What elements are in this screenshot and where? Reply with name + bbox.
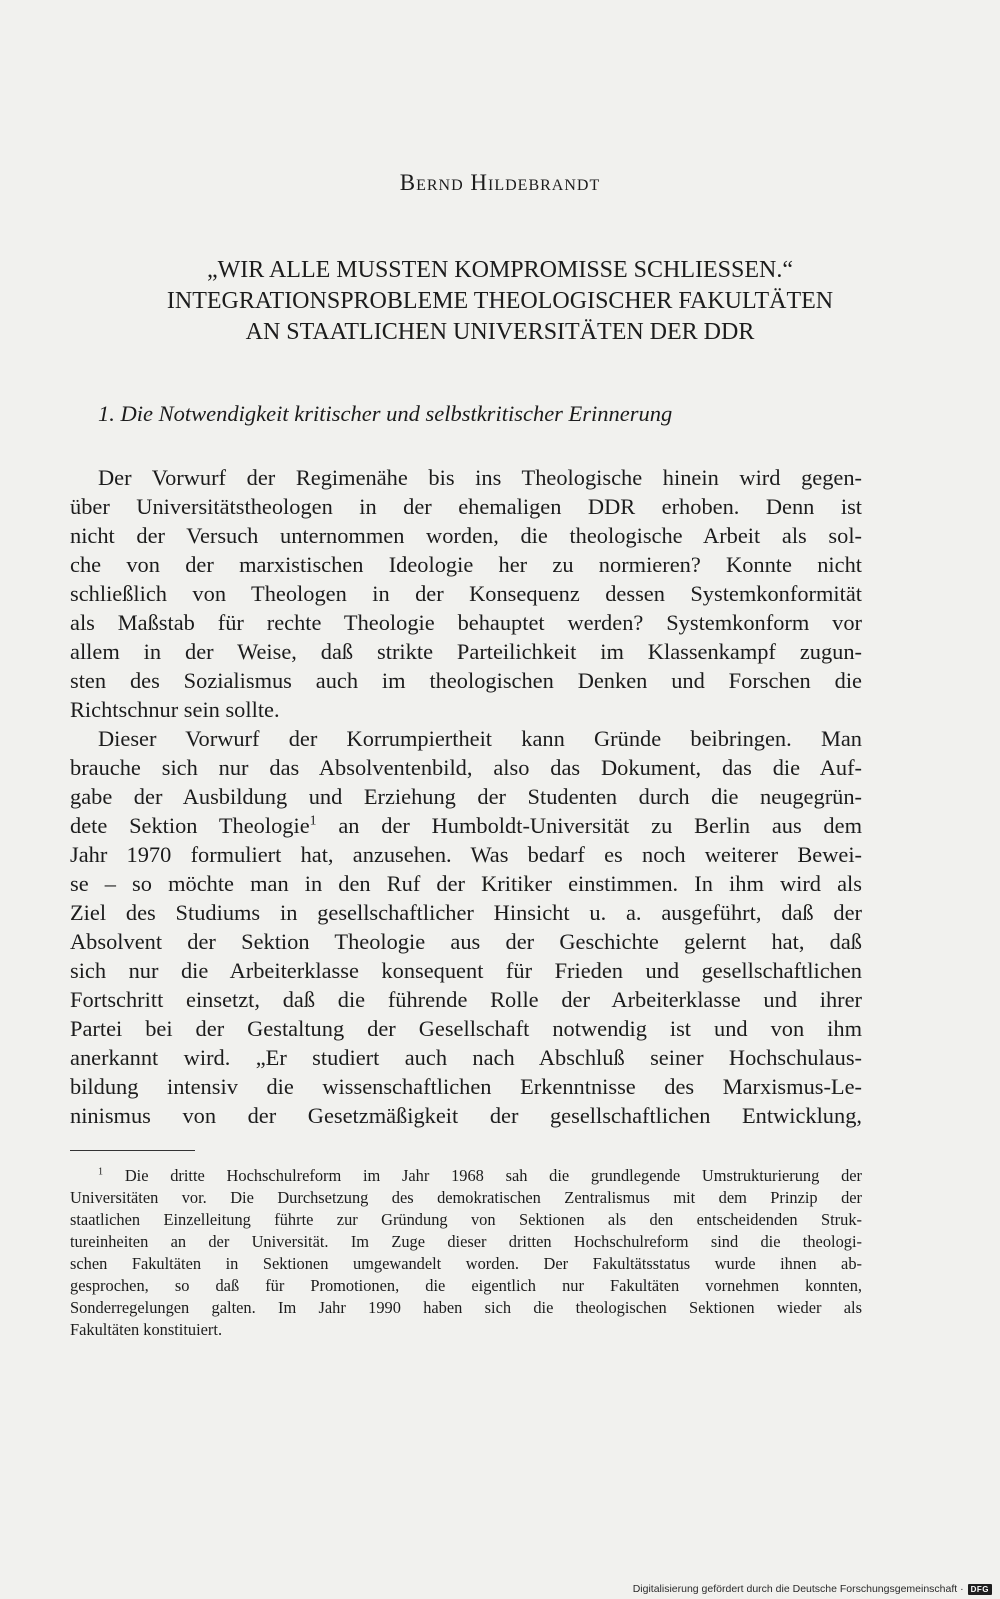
footnote-line-text: Die dritte Hochschulreform im Jahr 1968 sah die grundlegende Umstrukturierung der (103, 1166, 862, 1185)
body-line: anerkannt wird. „Er studiert auch nach Abschluß seiner Hochschulaus- (70, 1045, 862, 1070)
body-line-part: an der Humboldt-Universität zu Berlin aus dem (316, 813, 862, 838)
body-line: Fortschritt einsetzt, daß die führende Rolle der Arbeiterklasse und ihrer (70, 987, 862, 1012)
body-line: nicht der Versuch unternommen worden, die theologische Arbeit als sol- (70, 523, 862, 548)
footnote-divider (70, 1150, 195, 1151)
title-line: INTEGRATIONSPROBLEME THEOLOGISCHER FAKULTÄTEN (166, 288, 834, 314)
footnote-line: staatlichen Einzelleitung führte zur Gründung von Sektionen als den entscheidenden Struk- (70, 1210, 862, 1229)
digitization-credit (633, 1583, 992, 1595)
body-line: schließlich von Theologen in der Konsequenz dessen Systemkonformität (70, 581, 862, 606)
body-line: als Maßstab für rechte Theologie behauptet werden? Systemkonform vor (70, 610, 862, 635)
author-name: Bernd Hildebrandt (399, 170, 601, 195)
body-line: Dieser Vorwurf der Korrumpiertheit kann Gründe beibringen. Man (98, 726, 862, 751)
body-line: Absolvent der Sektion Theologie aus der Geschichte gelernt hat, daß (70, 929, 862, 954)
article-title (0, 255, 1000, 348)
footnote-line: Sonderregelungen galten. Im Jahr 1990 haben sich die theologischen Sektionen wieder als (70, 1298, 862, 1317)
body-line: brauche sich nur das Absolventenbild, also das Dokument, das die Auf- (70, 755, 862, 780)
body-line: allem in der Weise, daß strikte Parteilichkeit im Klassenkampf zugun- (70, 639, 862, 664)
title-line: AN STAATLICHEN UNIVERSITÄTEN DER DDR (245, 319, 755, 345)
body-line: sten des Sozialismus auch im theologischen Denken und Forschen die (70, 668, 862, 693)
body-line: se – so möchte man in den Ruf der Kritiker einstimmen. In ihm wird als (70, 871, 862, 896)
credit-text: Digitalisierung gefördert durch die Deutsche Forschungsgemeinschaft · (632, 1583, 964, 1595)
footnote-line: Universitäten vor. Die Durchsetzung des demokratischen Zentralismus mit dem Prinzip der (70, 1188, 862, 1207)
body-line: über Universitätstheologen in der ehemaligen DDR erhoben. Denn ist (70, 494, 862, 519)
footnote-number: 1 (98, 1166, 104, 1178)
dfg-logo-icon: DFG (968, 1584, 992, 1595)
body-line: Richtschnur sein sollte. (70, 697, 280, 722)
body-line: che von der marxistischen Ideologie her zu normieren? Konnte nicht (70, 552, 862, 577)
footnote-line (70, 1165, 862, 1187)
footnote-line: Fakultäten konstituiert. (70, 1320, 223, 1339)
footnote-reference[interactable]: 1 (309, 813, 317, 829)
title-line: „WIR ALLE MUSSTEN KOMPROMISSE SCHLIESSEN.“ (206, 257, 794, 283)
footnote-line: gesprochen, so daß für Promotionen, die eigentlich nur Fakultäten vornehmen konnten, (70, 1276, 862, 1295)
footnote-line: schen Fakultäten in Sektionen umgewandelt worden. Der Fakultätsstatus wurde ihnen ab- (70, 1254, 862, 1273)
body-line: sich nur die Arbeiterklasse konsequent für Frieden und gesellschaftlichen (70, 958, 862, 983)
footnote-line: tureinheiten an der Universität. Im Zuge dieser dritten Hochschulreform sind die theologi- (70, 1232, 862, 1251)
body-line: ninismus von der Gesetzmäßigkeit der gesellschaftlichen Entwicklung, (70, 1103, 862, 1128)
body-line: Jahr 1970 formuliert hat, anzusehen. Was bedarf es noch weiterer Bewei- (70, 842, 862, 867)
body-line: Der Vorwurf der Regimenähe bis ins Theologische hinein wird gegen- (98, 465, 862, 490)
body-line: bildung intensiv die wissenschaftlichen Erkenntnisse des Marxismus-Le- (70, 1074, 862, 1099)
body-line-part: dete Sektion Theologie (70, 813, 310, 838)
body-line: gabe der Ausbildung und Erziehung der Studenten durch die neugegrün- (70, 784, 862, 809)
body-line (70, 811, 862, 840)
section-heading: 1. Die Notwendigkeit kritischer und selbstkritischer Erinnerung (98, 401, 673, 426)
body-line: Ziel des Studiums in gesellschaftlicher Hinsicht u. a. ausgeführt, daß der (70, 900, 862, 925)
body-line: Partei bei der Gestaltung der Gesellschaft notwendig ist und von ihm (70, 1016, 862, 1041)
